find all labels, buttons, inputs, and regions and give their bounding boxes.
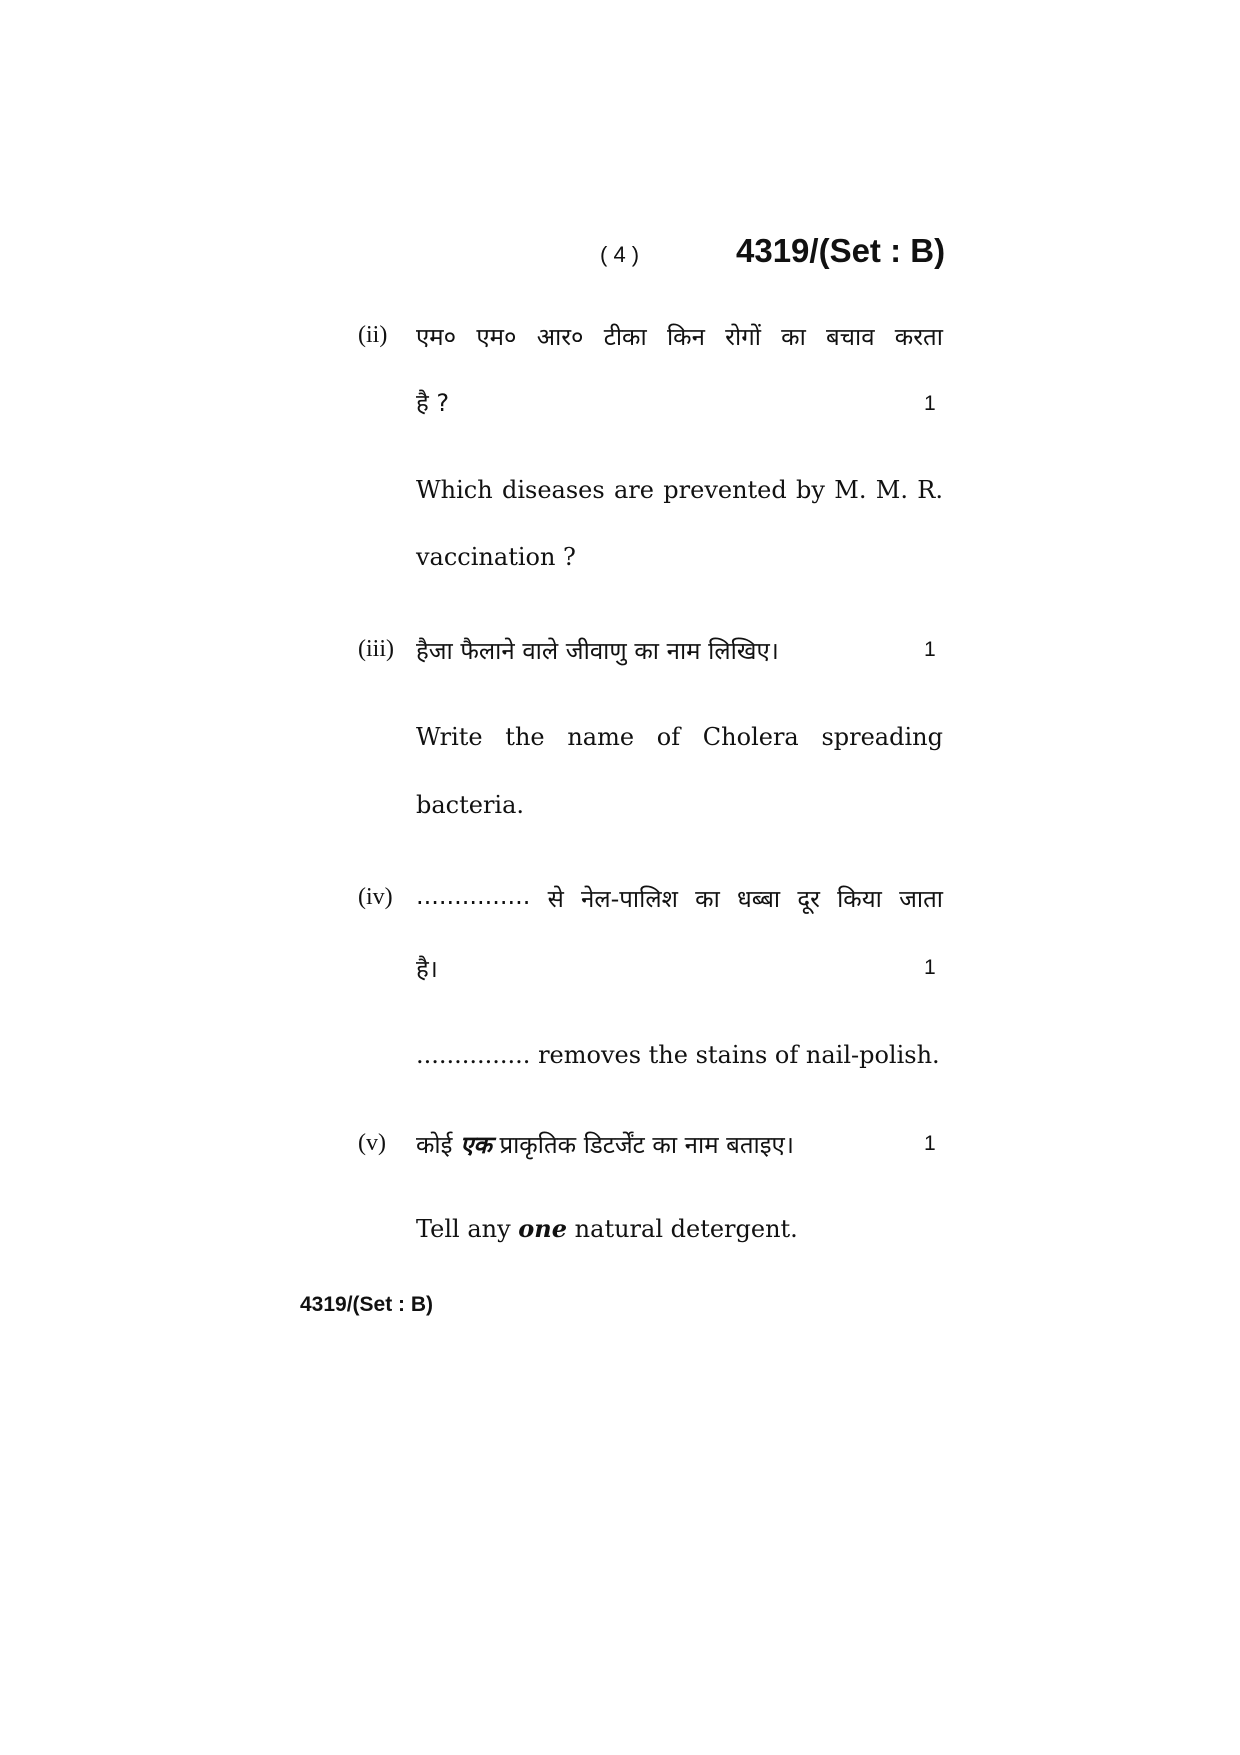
word: name <box>567 723 635 751</box>
emphasis-word: एक <box>460 1131 492 1159</box>
question-number: (iii) <box>358 636 394 662</box>
word: कोई <box>416 1131 453 1159</box>
word: Which <box>416 476 493 504</box>
question-english-line <box>416 476 943 504</box>
marks: 1 <box>924 1132 936 1155</box>
word: the <box>505 723 545 751</box>
blank: ............... <box>416 882 531 910</box>
paper-code-footer: 4319/(Set : B) <box>300 1293 434 1316</box>
word: का <box>695 885 720 913</box>
word: M. <box>875 476 908 504</box>
word: टीका <box>603 323 647 351</box>
word: धब्बा <box>737 885 781 913</box>
word: prevented <box>663 476 787 504</box>
question-hindi-line <box>416 320 943 353</box>
question-number: (ii) <box>358 322 388 348</box>
word: Tell any <box>416 1215 511 1243</box>
word: M. <box>834 476 867 504</box>
word: Write <box>416 723 483 751</box>
question-hindi-line: है। <box>416 955 438 983</box>
marks: 1 <box>924 638 936 661</box>
marks: 1 <box>924 392 936 415</box>
word: आर० <box>536 323 584 351</box>
word: एम० <box>416 323 457 351</box>
word: नेल-पालिश <box>581 885 678 913</box>
word: से <box>547 885 564 913</box>
question-hindi-line <box>416 882 943 915</box>
question-english-line <box>416 1214 798 1243</box>
word: of <box>656 723 681 751</box>
question-hindi-line <box>416 1128 794 1161</box>
word: spreading <box>821 723 943 751</box>
word: रोगों <box>725 323 761 351</box>
word: एम० <box>476 323 517 351</box>
question-hindi-line: है ? <box>416 389 450 417</box>
word: diseases <box>502 476 605 504</box>
emphasis-word: one <box>518 1214 568 1243</box>
word: किन <box>666 323 705 351</box>
word: natural detergent. <box>574 1215 798 1243</box>
word: बचाव <box>826 323 875 351</box>
word: are <box>614 476 654 504</box>
question-english-line <box>416 723 943 751</box>
word: करता <box>894 323 943 351</box>
word: Cholera <box>702 723 799 751</box>
paper-code-header: 4319/(Set : B) <box>736 232 946 269</box>
word: प्राकृतिक डिटर्जेंट का नाम बताइए। <box>499 1131 794 1159</box>
question-english-line: bacteria. <box>416 791 525 819</box>
question-number: (v) <box>358 1130 386 1156</box>
question-english-line: vaccination ? <box>416 543 576 571</box>
question-number: (iv) <box>358 884 393 910</box>
word: by <box>796 476 825 504</box>
word: किया <box>837 885 882 913</box>
question-hindi-line: हैजा फैलाने वाले जीवाणु का नाम लिखिए। <box>416 637 779 665</box>
word: R. <box>917 476 943 504</box>
page-number: ( 4 ) <box>600 242 640 267</box>
word: जाता <box>899 885 943 913</box>
word: दूर <box>797 885 820 913</box>
marks: 1 <box>924 956 936 979</box>
question-english-line: ............... removes the stains of nail-polish. <box>416 1041 940 1069</box>
word: का <box>781 323 806 351</box>
